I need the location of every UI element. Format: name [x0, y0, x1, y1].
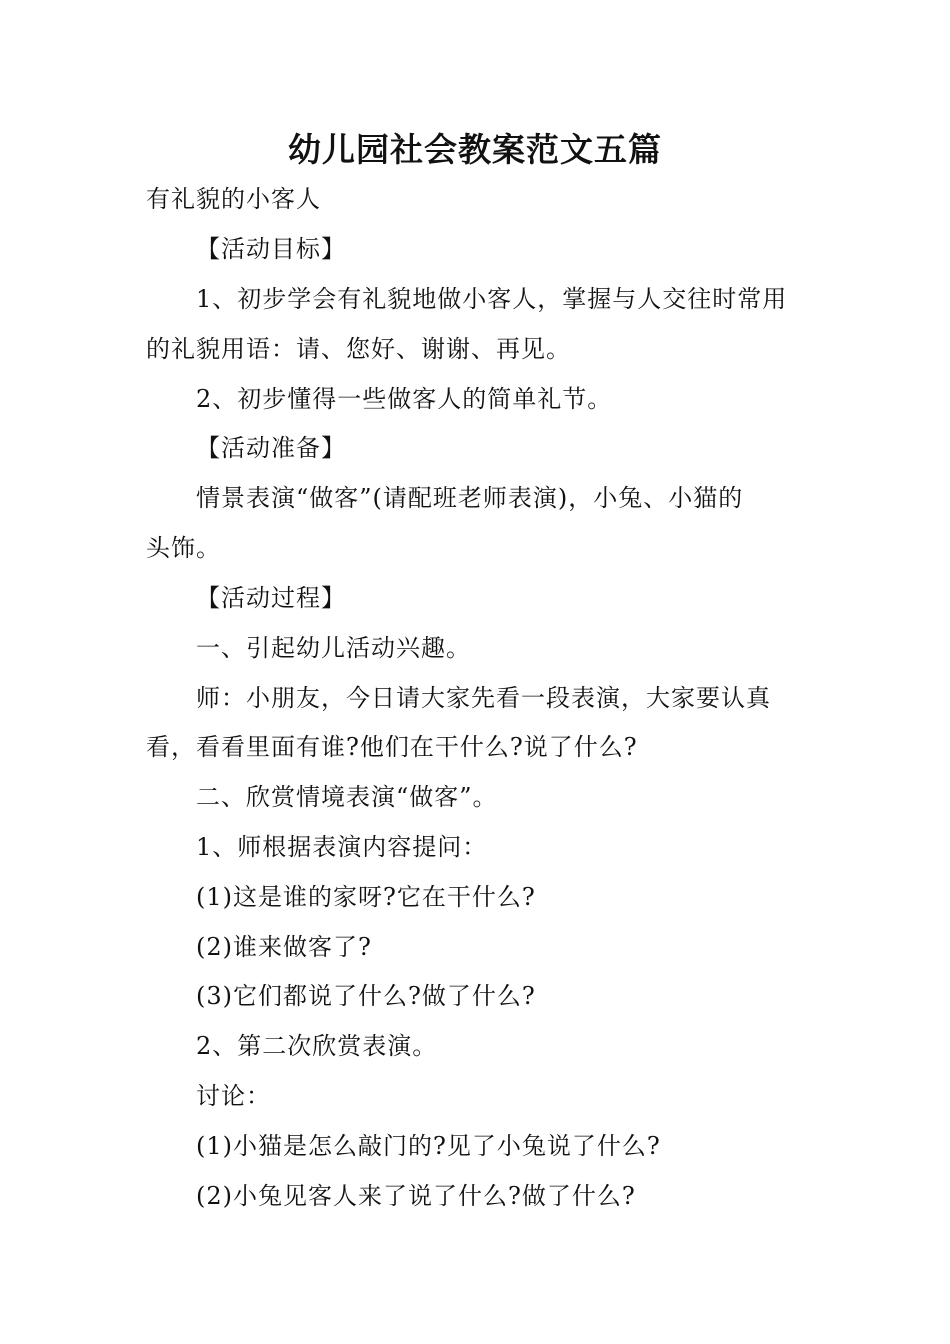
paragraph-line: 1、师根据表演内容提问：	[196, 833, 488, 861]
paragraph-line: 师：小朋友，今日请大家先看一段表演，大家要认真	[196, 684, 771, 712]
paragraph-line: (1)这是谁的家呀?它在干什么?	[196, 883, 536, 911]
paragraph-line: 一、引起幼儿活动兴趣。	[196, 634, 471, 662]
paragraph-line: (2)小兔见客人来了说了什么?做了什么?	[196, 1182, 636, 1210]
section-heading: 有礼貌的小客人	[146, 185, 321, 213]
heading-activity-process: 【活动过程】	[196, 584, 346, 612]
paragraph-line: 二、欣赏情境表演“做客”。	[196, 783, 498, 811]
paragraph-line: 1、初步学会有礼貌地做小客人，掌握与人交往时常用	[196, 285, 788, 313]
paragraph-line: 2、初步懂得一些做客人的简单礼节。	[196, 385, 613, 413]
paragraph-line: (1)小猫是怎么敲门的?见了小兔说了什么?	[196, 1132, 661, 1160]
paragraph-line: 讨论：	[196, 1082, 271, 1110]
heading-activity-preparation: 【活动准备】	[196, 434, 346, 462]
paragraph-line: 2、第二次欣赏表演。	[196, 1032, 438, 1060]
paragraph-line: 的礼貌用语：请、您好、谢谢、再见。	[146, 335, 571, 363]
paragraph-line: 情景表演“做客”(请配班老师表演)，小兔、小猫的	[196, 484, 744, 512]
document-title: 幼儿园社会教案范文五篇	[288, 130, 662, 169]
paragraph-line: 头饰。	[146, 534, 221, 562]
paragraph-line: 看，看看里面有谁?他们在干什么?说了什么?	[146, 733, 638, 761]
paragraph-line: (2)谁来做客了?	[196, 933, 372, 961]
heading-activity-goals: 【活动目标】	[196, 235, 346, 263]
paragraph-line: (3)它们都说了什么?做了什么?	[196, 982, 536, 1010]
